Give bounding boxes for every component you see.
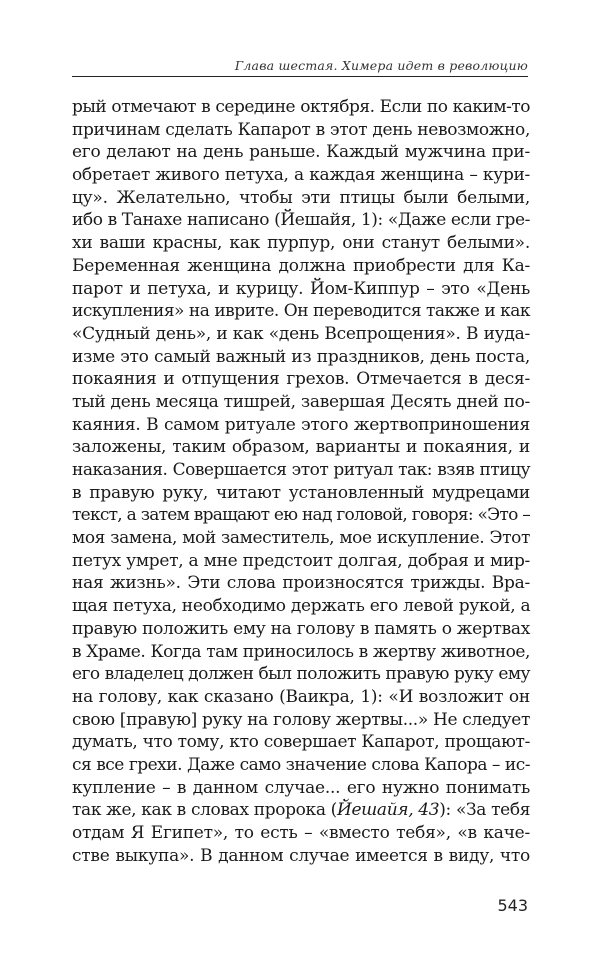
text-line-with-citation xyxy=(72,799,530,822)
text-line: его владелец должен был положить правую руку ему xyxy=(72,664,530,685)
text-line: цу». Желательно, чтобы эти птицы были белыми, xyxy=(72,187,530,208)
text-line: стве выкупа». В данном случае имеется в виду, что xyxy=(72,845,530,866)
text-segment: ): «За тебя xyxy=(439,800,531,821)
text-line: заложены, таким образом, варианты и покаяния, и xyxy=(72,437,530,458)
text-line: ная жизнь». Эти слова произносятся трижды. Вра- xyxy=(72,573,530,594)
text-line: купление – в данном случае... его нужно понимать xyxy=(72,777,530,798)
text-line: хи ваши красны, как пурпур, они станут белыми». xyxy=(72,233,530,254)
italic-citation: Йешайя, 43 xyxy=(336,800,440,821)
text-line: в Храме. Когда там приносилось в жертву животное, xyxy=(72,641,530,662)
text-line: покаяния и отпущения грехов. Отмечается в деся- xyxy=(72,369,530,390)
text-line: текст, а затем вращают ею над головой, говоря: «Это – xyxy=(72,505,530,526)
text-line: ибо в Танахе написано (Йешайя, 1): «Даже если гре- xyxy=(72,210,530,231)
running-head: Глава шестая. Химера идет в революцию xyxy=(72,55,528,77)
text-line: щая петуха, необходимо держать его левой рукой, а xyxy=(72,596,531,617)
text-line: отдам Я Египет», то есть – «вместо тебя», «в каче- xyxy=(72,823,530,843)
text-line: петух умрет, а мне предстоит долгая, добрая и мир- xyxy=(72,550,530,571)
text-line: наказания. Совершается этот ритуал так: взяв птицу xyxy=(72,460,530,480)
text-line: моя замена, мой заместитель, мое искупление. Этот xyxy=(72,528,530,549)
text-line: изме это самый важный из праздников, день поста, xyxy=(72,346,530,367)
text-line: парот и петуха, и курицу. Йом-Киппур – это «День xyxy=(72,278,530,299)
text-line: на голову, как сказано (Ваикра, 1): «И возложит он xyxy=(72,686,530,707)
text-line: Беременная женщина должна приобрести для Ка- xyxy=(72,255,530,276)
page-number: 543 xyxy=(497,896,528,915)
text-line: его делают на день раньше. Каждый мужчина при- xyxy=(72,142,530,163)
text-line: причинам сделать Капарот в этот день невозможно, xyxy=(72,119,530,140)
text-line: думать, что тому, кто совершает Капарот, прощают- xyxy=(72,732,530,753)
text-line: искупления» на иврите. Он переводится также и как xyxy=(72,301,530,322)
text-segment: так же, как в словах пророка ( xyxy=(72,800,337,821)
text-line: «Судный день», и как «день Всепрощения». В иуда- xyxy=(72,323,530,344)
text-line: тый день месяца тишрей, завершая Десять дней по- xyxy=(72,391,530,412)
text-line: в правую руку, читают установленный мудрецами xyxy=(72,482,530,503)
text-line: ся все грехи. Даже само значение слова Капора – ис- xyxy=(72,754,530,775)
body-text xyxy=(72,96,530,867)
text-line: обретает живого петуха, а каждая женщина – кури- xyxy=(72,165,530,186)
text-line: рый отмечают в середине октября. Если по каким-то xyxy=(72,97,530,117)
text-line: правую положить ему на голову в память о жертвах xyxy=(72,618,530,639)
text-line: свою [правую] руку на голову жертвы...» Не следует xyxy=(72,709,531,730)
text-line: каяния. В самом ритуале этого жертвоприношения xyxy=(72,414,530,435)
